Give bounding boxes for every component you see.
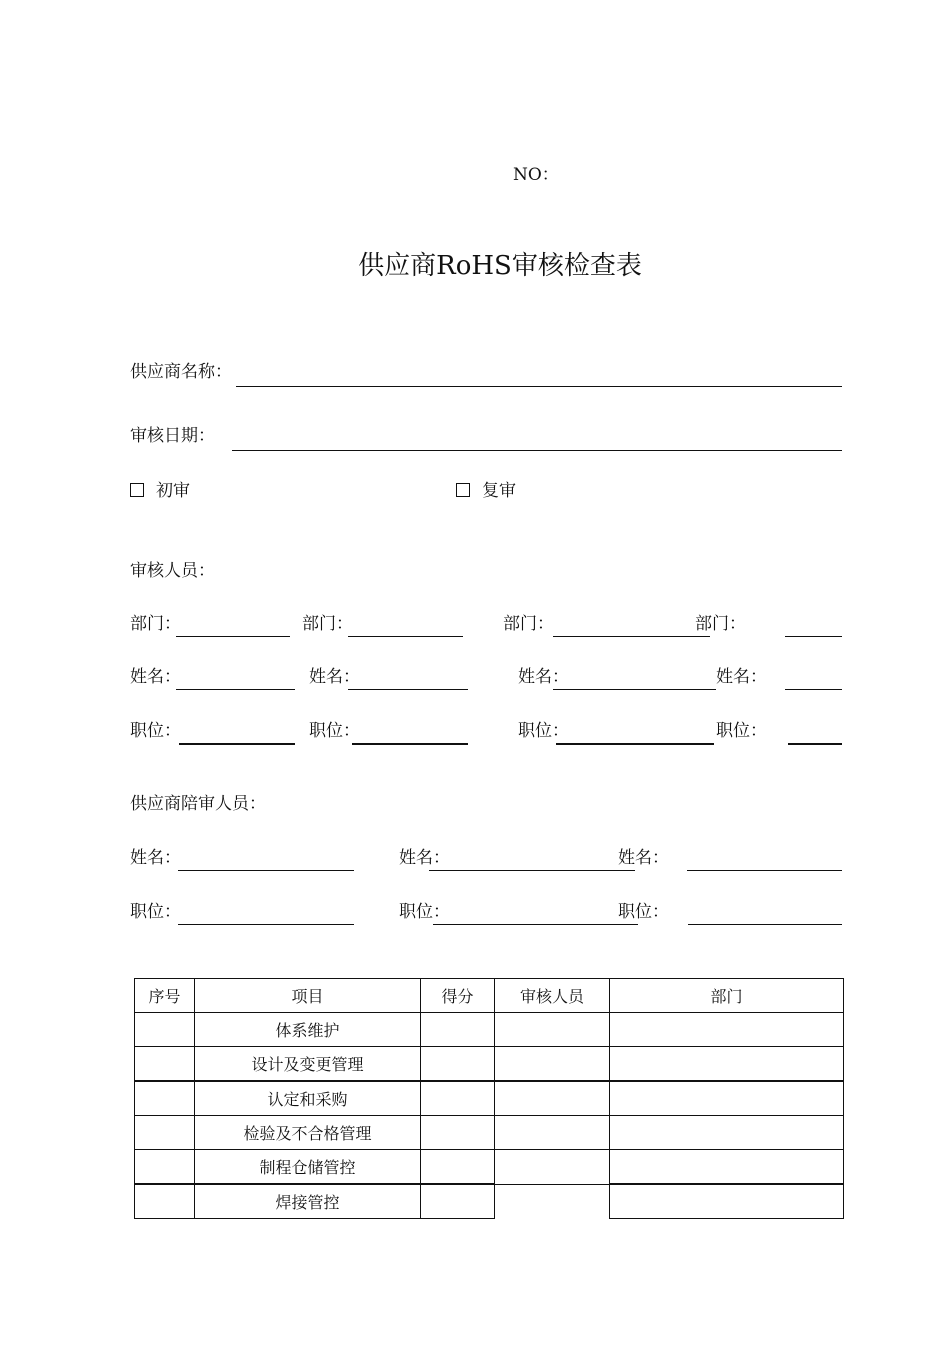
item-cell: 设计及变更管理 xyxy=(195,1047,421,1082)
item-cell: 检验及不合格管理 xyxy=(195,1116,421,1150)
table-row xyxy=(135,1013,844,1047)
auditor-dept-field[interactable] xyxy=(553,636,710,637)
score-cell[interactable] xyxy=(421,1150,495,1185)
supplier-name-label: 供应商名称： xyxy=(130,362,232,382)
auditor-dept-field[interactable] xyxy=(176,636,290,637)
auditors-section-label: 审核人员： xyxy=(130,561,215,581)
auditor-dept-label: 部门： xyxy=(695,614,746,634)
supplier-escorts-section-label: 供应商陪审人员： xyxy=(130,794,266,814)
header-item: 项目 xyxy=(195,979,421,1013)
checkbox-icon[interactable] xyxy=(130,483,144,497)
audit-date-field[interactable] xyxy=(232,450,842,451)
header-score: 得分 xyxy=(421,979,495,1013)
escort-name-field[interactable] xyxy=(178,870,354,871)
audit-date-label: 审核日期： xyxy=(130,426,215,446)
initial-audit-option[interactable] xyxy=(130,481,190,501)
auditor-dept-label: 部门： xyxy=(503,614,554,634)
item-cell: 焊接管控 xyxy=(195,1184,421,1219)
auditor-name-label: 姓名： xyxy=(309,667,360,687)
auditor-position-field[interactable] xyxy=(179,743,295,745)
supplier-name-field[interactable] xyxy=(236,386,842,387)
index-cell[interactable] xyxy=(135,1150,195,1185)
table-header-row xyxy=(135,979,844,1013)
auditor-cell[interactable] xyxy=(495,1047,610,1082)
score-cell[interactable] xyxy=(421,1116,495,1150)
header-dept: 部门 xyxy=(610,979,844,1013)
escort-position-label: 职位： xyxy=(130,902,181,922)
page-title: 供应商RoHS审核检查表 xyxy=(358,251,642,281)
auditor-cell[interactable] xyxy=(495,1013,610,1047)
auditor-position-label: 职位： xyxy=(518,721,569,741)
escort-position-field[interactable] xyxy=(688,924,842,925)
auditor-dept-label: 部门： xyxy=(302,614,353,634)
index-cell[interactable] xyxy=(135,1116,195,1150)
score-cell[interactable] xyxy=(421,1184,495,1219)
item-cell: 认定和采购 xyxy=(195,1081,421,1116)
auditor-position-label: 职位： xyxy=(130,721,181,741)
dept-cell[interactable] xyxy=(610,1116,844,1150)
auditor-name-label: 姓名： xyxy=(518,667,569,687)
index-cell[interactable] xyxy=(135,1081,195,1116)
item-cell: 制程仓储管控 xyxy=(195,1150,421,1185)
auditor-cell[interactable] xyxy=(495,1184,610,1219)
auditor-cell[interactable] xyxy=(495,1081,610,1116)
auditor-cell[interactable] xyxy=(495,1150,610,1185)
checkbox-icon[interactable] xyxy=(456,483,470,497)
dept-cell[interactable] xyxy=(610,1047,844,1082)
escort-position-label: 职位： xyxy=(618,902,669,922)
audit-checklist-table xyxy=(134,978,844,1219)
auditor-position-field[interactable] xyxy=(788,743,842,745)
document-number-label: NO： xyxy=(513,165,559,185)
auditor-position-label: 职位： xyxy=(716,721,767,741)
score-cell[interactable] xyxy=(421,1081,495,1116)
dept-cell[interactable] xyxy=(610,1184,844,1219)
re-audit-option[interactable] xyxy=(456,481,516,501)
table-row xyxy=(135,1184,844,1219)
table-row xyxy=(135,1047,844,1082)
escort-name-label: 姓名： xyxy=(130,848,181,868)
table-row xyxy=(135,1150,844,1185)
dept-cell[interactable] xyxy=(610,1081,844,1116)
auditor-name-field[interactable] xyxy=(785,689,842,690)
escort-position-field[interactable] xyxy=(433,924,638,925)
header-index: 序号 xyxy=(135,979,195,1013)
escort-position-field[interactable] xyxy=(178,924,354,925)
escort-name-field[interactable] xyxy=(687,870,842,871)
escort-position-label: 职位： xyxy=(399,902,450,922)
table-row xyxy=(135,1081,844,1116)
index-cell[interactable] xyxy=(135,1013,195,1047)
table-row xyxy=(135,1116,844,1150)
auditor-position-field[interactable] xyxy=(556,743,714,745)
auditor-name-field[interactable] xyxy=(553,689,716,690)
auditor-dept-field[interactable] xyxy=(348,636,463,637)
escort-name-label: 姓名： xyxy=(399,848,450,868)
score-cell[interactable] xyxy=(421,1047,495,1082)
auditor-name-label: 姓名： xyxy=(716,667,767,687)
dept-cell[interactable] xyxy=(610,1150,844,1185)
auditor-dept-field[interactable] xyxy=(785,636,842,637)
index-cell[interactable] xyxy=(135,1184,195,1219)
auditor-name-field[interactable] xyxy=(348,689,468,690)
index-cell[interactable] xyxy=(135,1047,195,1082)
auditor-position-field[interactable] xyxy=(352,743,468,745)
auditor-name-label: 姓名： xyxy=(130,667,181,687)
auditor-position-label: 职位： xyxy=(309,721,360,741)
item-cell: 体系维护 xyxy=(195,1013,421,1047)
auditor-dept-label: 部门： xyxy=(130,614,181,634)
auditor-name-field[interactable] xyxy=(176,689,295,690)
dept-cell[interactable] xyxy=(610,1013,844,1047)
escort-name-label: 姓名： xyxy=(618,848,669,868)
score-cell[interactable] xyxy=(421,1013,495,1047)
auditor-cell[interactable] xyxy=(495,1116,610,1150)
escort-name-field[interactable] xyxy=(429,870,635,871)
header-auditor: 审核人员 xyxy=(495,979,610,1013)
re-audit-label: 复审 xyxy=(482,481,516,501)
initial-audit-label: 初审 xyxy=(156,481,190,501)
